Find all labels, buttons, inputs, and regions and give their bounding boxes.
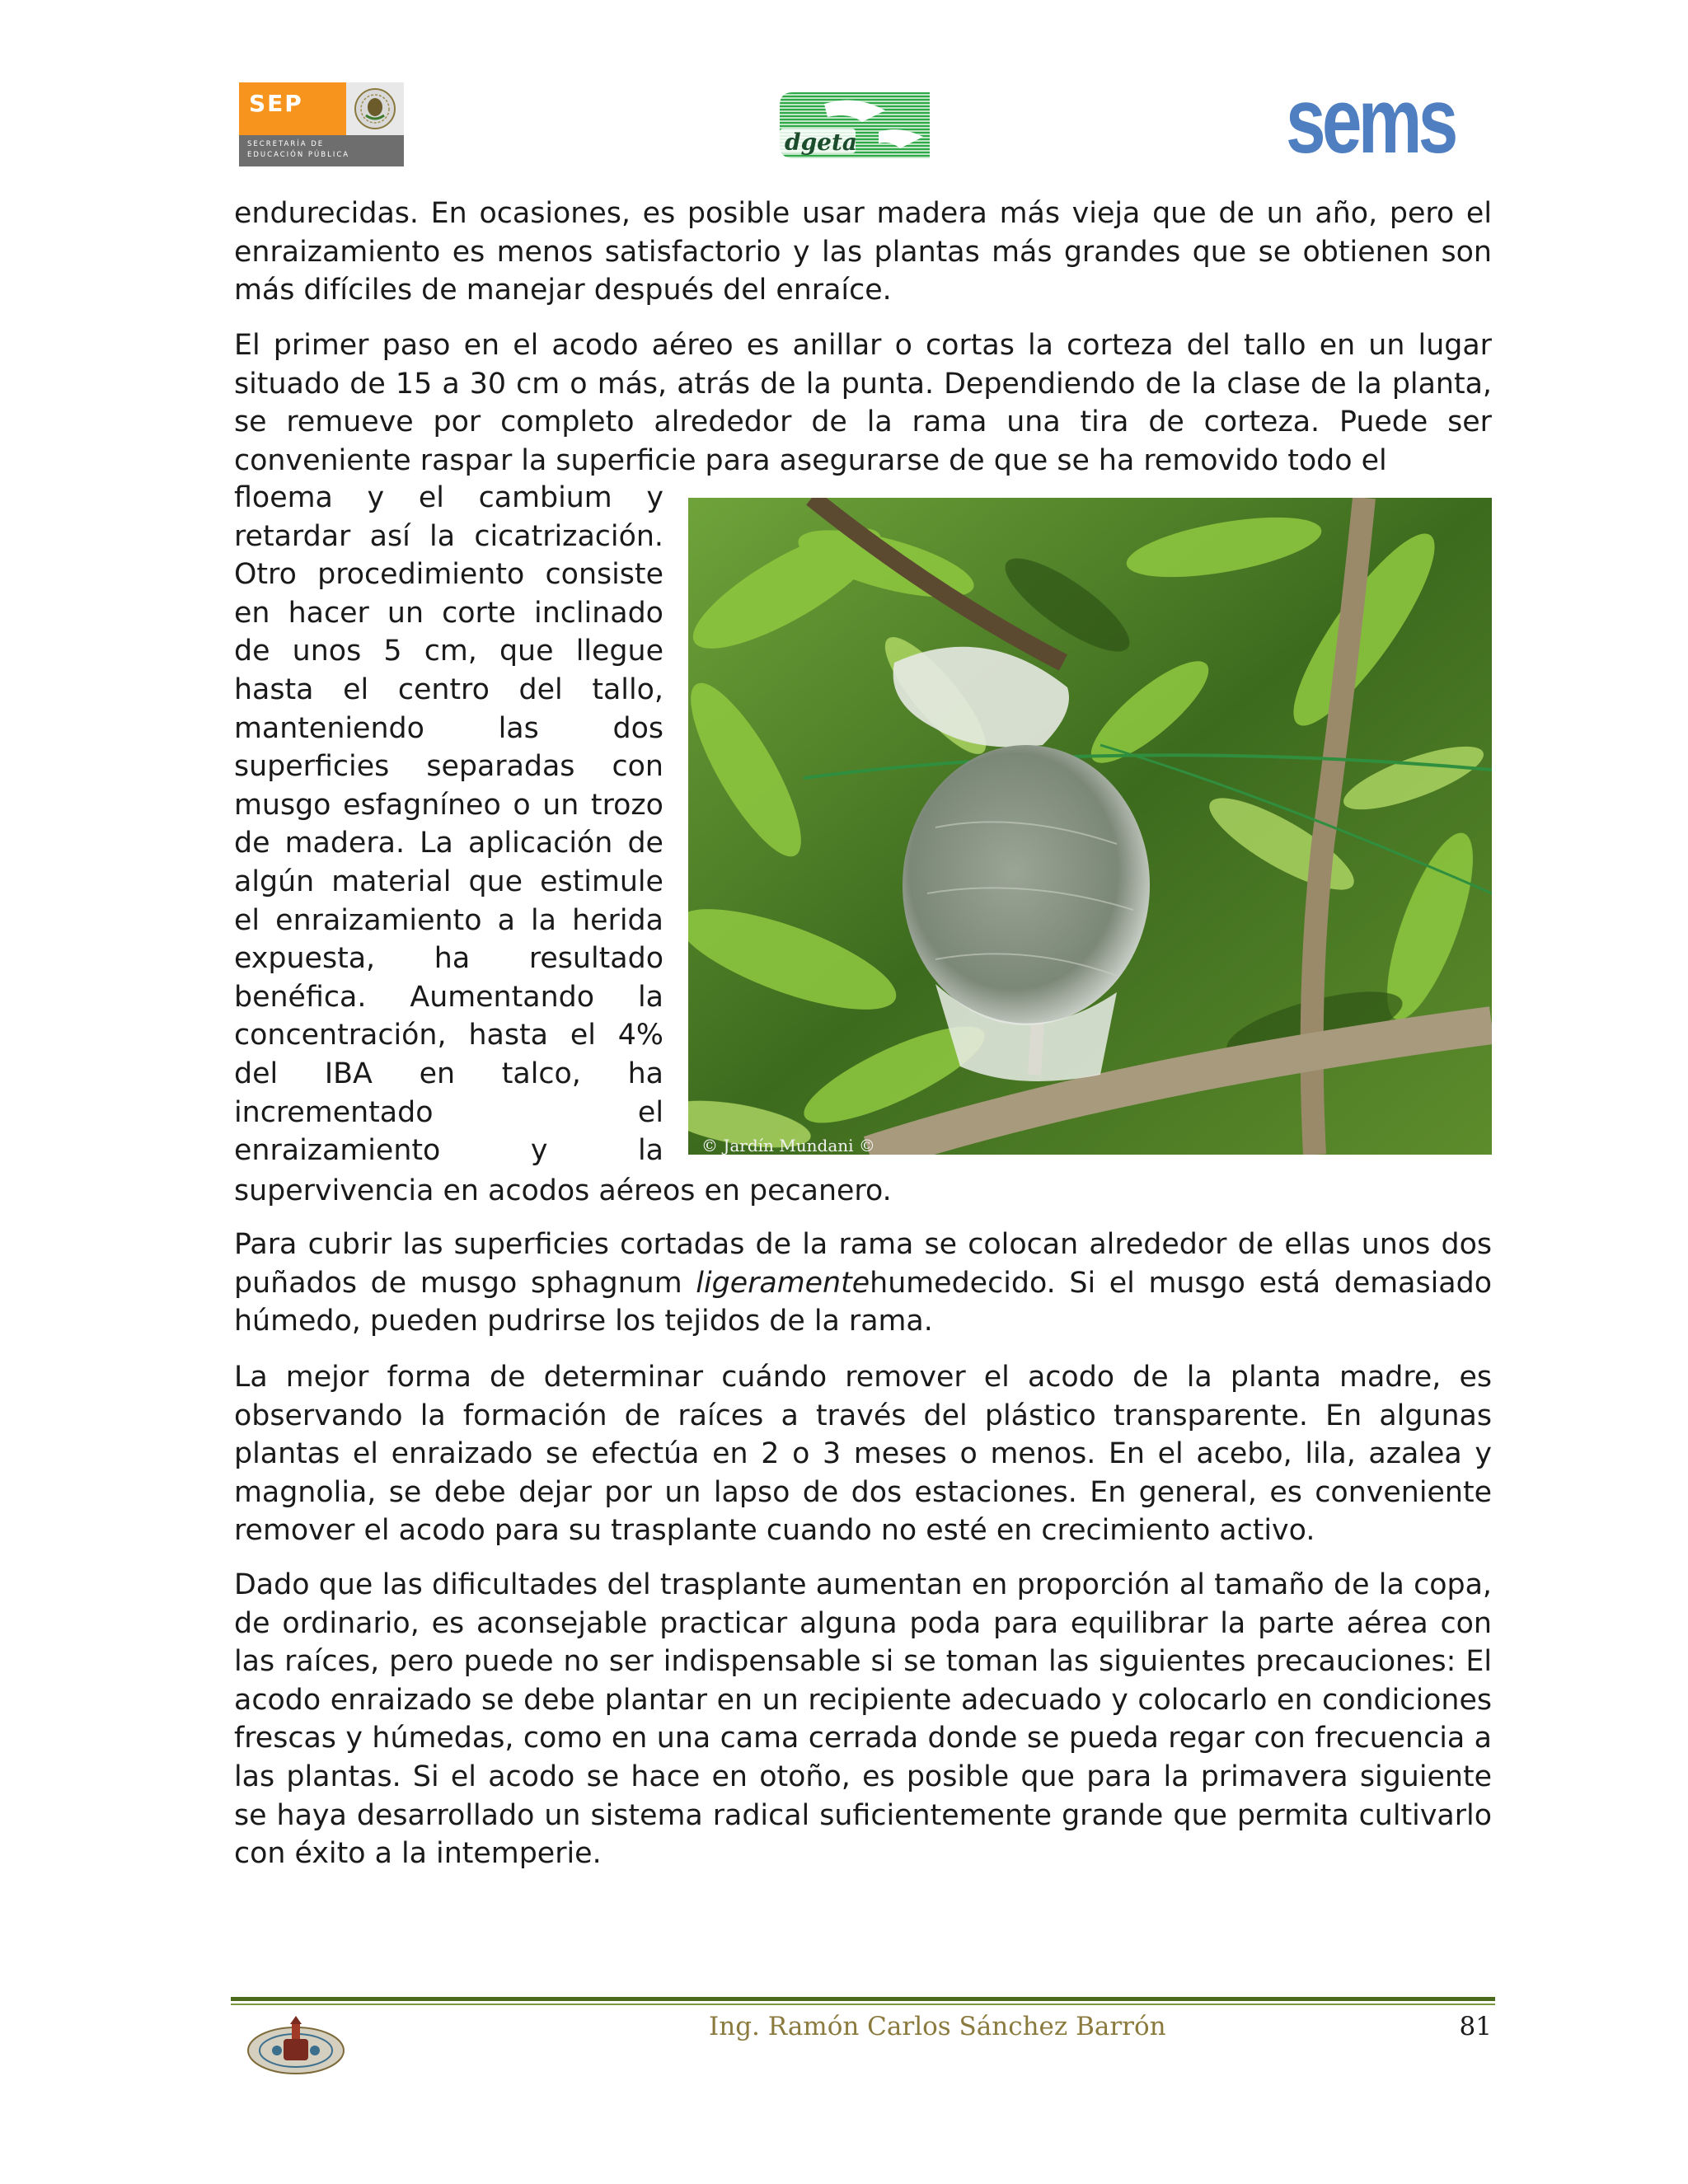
side-text-word: enraizamiento xyxy=(234,1134,441,1168)
side-text-word: y xyxy=(530,1134,548,1168)
side-text-word: corte xyxy=(442,596,516,630)
sep-subtitle-line-1: SECRETARÍA DE xyxy=(247,140,325,148)
side-text-word: así xyxy=(369,519,410,553)
mexico-seal-icon xyxy=(346,82,404,135)
side-text-word: o xyxy=(513,788,531,822)
side-text-line xyxy=(234,902,663,940)
side-text-word: el xyxy=(418,481,444,514)
side-text-word: aplicación xyxy=(468,827,613,860)
side-text-word: del xyxy=(518,673,563,706)
paragraph-4: La mejor forma de determinar cuándo remover el acodo de la planta madre, es observando la formación de raíces a través del plástico transparente. En algunas plantas el enraizado se efectúa en 2 o 3 meses o menos. En el acebo, lila, azalea y magnolia, se debe dejar por un lapso de dos estaciones. En general, es conveniente remover el acodo para su trasplante cuando no esté en crecimiento activo. xyxy=(234,1361,1492,1548)
side-text-word: tallo, xyxy=(592,673,663,706)
side-text-word: de xyxy=(234,827,270,860)
side-text-word: retardar xyxy=(234,519,351,553)
side-text-word: musgo xyxy=(234,788,331,822)
side-text-word: consiste xyxy=(545,558,663,592)
side-text-word: separadas xyxy=(426,750,575,784)
side-text-word: benéfica. xyxy=(234,980,367,1014)
side-text-word: superficies xyxy=(234,750,390,784)
side-text-word: un xyxy=(387,596,424,630)
side-text-word: con xyxy=(612,750,663,784)
side-text-word: expuesta, xyxy=(234,942,376,976)
side-text-line xyxy=(234,518,663,556)
sep-logo-subtitle xyxy=(247,139,349,161)
side-text-line xyxy=(234,594,663,633)
paragraph-2-end: supervivencia en acodos aéreos en pecanero. xyxy=(234,1174,892,1207)
photo-credit: © Jardín Mundani © xyxy=(701,1136,875,1155)
side-text-word: y xyxy=(367,481,385,514)
sep-logo-subtitle-block xyxy=(239,135,404,166)
side-text-word: llegue xyxy=(575,635,663,668)
sems-logo-text: sems xyxy=(1286,69,1455,172)
side-text-line xyxy=(234,940,663,978)
side-text-word: el xyxy=(570,1019,596,1052)
side-text-line xyxy=(234,555,663,594)
side-text-word: herida xyxy=(572,903,663,937)
side-text-word: en xyxy=(419,1057,456,1090)
side-text-word: dos xyxy=(612,711,663,745)
side-text-word: concentración, xyxy=(234,1019,447,1052)
side-text-line xyxy=(234,824,663,863)
sems-logo xyxy=(1286,69,1455,172)
side-text-line xyxy=(234,786,663,825)
side-text-line xyxy=(234,479,663,518)
side-text-word: Otro xyxy=(234,558,297,592)
paragraph-2-intro: El primer paso en el acodo aéreo es anillar o cortas la corteza del tallo en un lugar situado de 15 a 30 cm o más, atrás de la punta. Dependiendo de la clase de la planta, se remueve por completo alrededor de la rama una tira de corteza. Puede ser conveniente raspar la superficie para asegurarse de que se ha removido todo el xyxy=(234,329,1492,477)
side-text-word: esfagníneo xyxy=(343,788,501,822)
side-text-line xyxy=(234,1132,663,1170)
footer-author: Ing. Ramón Carlos Sánchez Barrón xyxy=(709,2012,1166,2041)
page-number: 81 xyxy=(1459,2012,1492,2041)
paragraph-5: Dado que las dificultades del trasplante aumentan en proporción al tamaño de la copa, de ordinario, es aconsejable practicar alguna poda para equilibrar la parte aérea con las raíces, pero puede no ser indispensable si se toman las siguientes precauciones: El acodo enraizado se debe plantar en un recipiente adecuado y colocarlo en condiciones frescas y húmedas, como en una cama cerrada donde se pueda regar con frecuencia a las plantas. Si el acodo se hace en otoño, es posible que para la primavera siguiente se haya desarrollado un sistema radical suficientemente grande que permita cultivarlo con éxito a la intemperie. xyxy=(234,1568,1492,1871)
side-text-word: cambium xyxy=(478,481,612,514)
side-text-word: a xyxy=(497,903,515,937)
side-text-word: 4% xyxy=(617,1019,663,1052)
side-text-word: las xyxy=(498,711,539,745)
side-text-word: talco, xyxy=(501,1057,581,1090)
side-text-word: de xyxy=(234,635,270,668)
side-text-word: incrementado xyxy=(234,1095,434,1129)
side-text-word: IBA xyxy=(324,1057,373,1090)
side-text-word: la xyxy=(531,903,556,937)
institution-emblem-icon xyxy=(244,2016,348,2082)
side-text-word: La xyxy=(420,827,453,860)
side-text-line xyxy=(234,863,663,902)
side-text-word: hasta xyxy=(234,673,314,706)
side-text-word: floema xyxy=(234,481,333,514)
side-text-word: madera. xyxy=(284,827,406,860)
paragraph-3 xyxy=(234,1226,1492,1341)
dgeta-logo xyxy=(776,89,933,162)
side-text-line xyxy=(234,748,663,786)
side-text-word: la xyxy=(429,519,456,553)
sep-subtitle-line-2: EDUCACIÓN PÚBLICA xyxy=(247,151,350,159)
side-text-word: trozo xyxy=(590,788,663,822)
side-text-line xyxy=(234,710,663,748)
dgeta-logo-text: dgeta xyxy=(785,129,858,156)
side-text-word: y xyxy=(646,481,663,514)
side-text-word: ha xyxy=(627,1057,663,1090)
side-text-line xyxy=(234,1094,663,1132)
side-text-word: enraizamiento xyxy=(275,903,482,937)
side-text-word: procedimiento xyxy=(317,558,525,592)
side-text-word: ha xyxy=(434,942,471,976)
footer-rule-thin xyxy=(231,2004,1495,2005)
side-text-word: estimule xyxy=(540,865,663,898)
side-text-word: hasta xyxy=(468,1019,548,1052)
side-text-line xyxy=(234,978,663,1017)
side-text-word: que xyxy=(499,635,554,668)
air-layering-photo xyxy=(688,498,1492,1155)
side-text-word: el xyxy=(343,673,369,706)
side-text-word: inclinado xyxy=(534,596,663,630)
side-text-word: cm, xyxy=(424,635,477,668)
paragraph-3-italic: ligeramente xyxy=(696,1266,870,1300)
side-text-word: hacer xyxy=(288,596,369,630)
side-text-word: el xyxy=(234,903,260,937)
side-text-word: material xyxy=(331,865,452,898)
side-text-word: el xyxy=(637,1095,663,1129)
side-text-line xyxy=(234,632,663,671)
paragraph-3-text-b: humedecido. Si el musgo está demasiado húmedo, pueden pudrirse los tejidos de la rama. xyxy=(234,1266,1492,1338)
side-text-word: resultado xyxy=(528,942,663,976)
side-text-word: centro xyxy=(397,673,490,706)
side-text-word: algún xyxy=(234,865,315,898)
side-text-line xyxy=(234,1016,663,1055)
side-text-word: Aumentando xyxy=(410,980,595,1014)
side-text-word: un xyxy=(542,788,579,822)
side-text-word: manteniendo xyxy=(234,711,424,745)
paragraph-1: endurecidas. En ocasiones, es posible usar madera más vieja que de un año, pero el enraizamiento es menos satisfactorio y las plantas más grandes que se obtienen son más difíciles de manejar después del enraíce. xyxy=(234,197,1492,307)
side-text-line xyxy=(234,671,663,710)
side-text-word: del xyxy=(234,1057,279,1090)
sep-logo-text: SEP xyxy=(249,90,303,117)
footer-rule xyxy=(231,1997,1495,2001)
side-text-word: en xyxy=(234,596,270,630)
side-text-word: la xyxy=(638,1134,663,1168)
side-text-line xyxy=(234,1055,663,1094)
side-text-word: unos xyxy=(292,635,362,668)
side-text-word: de xyxy=(627,827,663,860)
side-text-word: cicatrización. xyxy=(474,519,663,553)
paragraph-3-text-a: Para cubrir las superficies cortadas de la rama se colocan alrededor de ellas unos dos puñados de musgo sphagnum xyxy=(234,1228,1492,1300)
side-text-word: 5 xyxy=(383,635,402,668)
sep-logo xyxy=(239,82,404,166)
side-text-word: que xyxy=(468,865,523,898)
sep-logo-block xyxy=(239,82,346,135)
side-text-word: la xyxy=(638,980,663,1014)
